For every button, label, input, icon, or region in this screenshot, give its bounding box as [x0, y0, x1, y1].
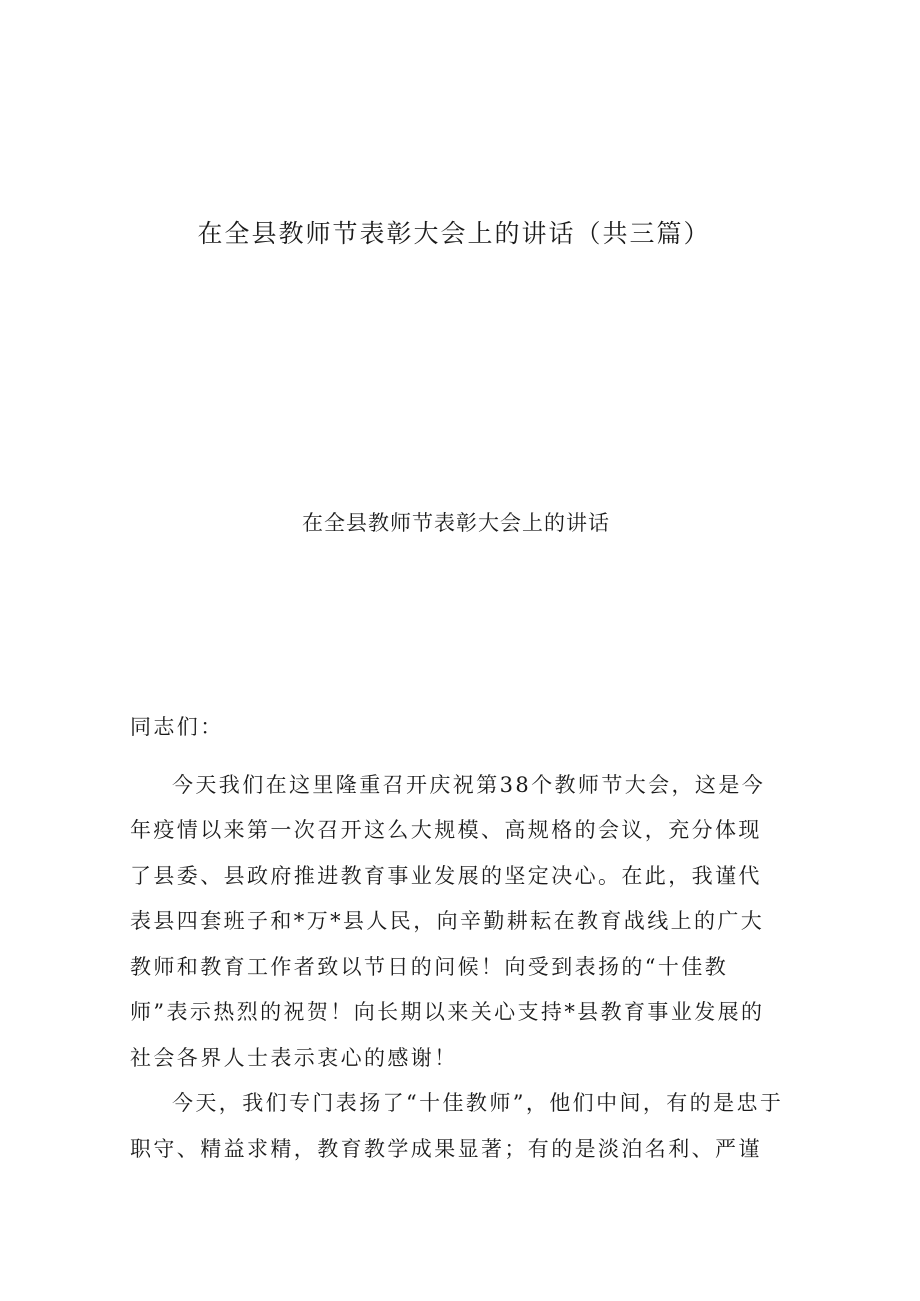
- paragraph-1: 今天我们在这里隆重召开庆祝第38个教师节大会，这是今年疫情以来第一次召开这么大规模、高规格的会议，充分体现了县委、县政府推进教育事业发展的坚定决心。在此，我谨代表县四套班子和*万*县人民，向辛勤耕耘在教育战线上的广大教师和教育工作者致以节日的问候！向受到表扬的“十佳教师”表示热烈的祝贺！向长期以来关心支持*县教育事业发展的社会各界人士表示衷心的感谢！: [130, 772, 766, 1070]
- paragraph-2: 今天，我们专门表扬了“十佳教师”，他们中间，有的是忠于职守、精益求精，教育教学成果显著；有的是淡泊名利、严谨: [130, 1091, 784, 1161]
- document-main-title: 在全县教师节表彰大会上的讲话（共三篇）: [197, 219, 711, 248]
- speech-body: [130, 705, 784, 1172]
- speech-title: 在全县教师节表彰大会上的讲话: [302, 511, 610, 535]
- salutation: 同志们：: [130, 715, 224, 739]
